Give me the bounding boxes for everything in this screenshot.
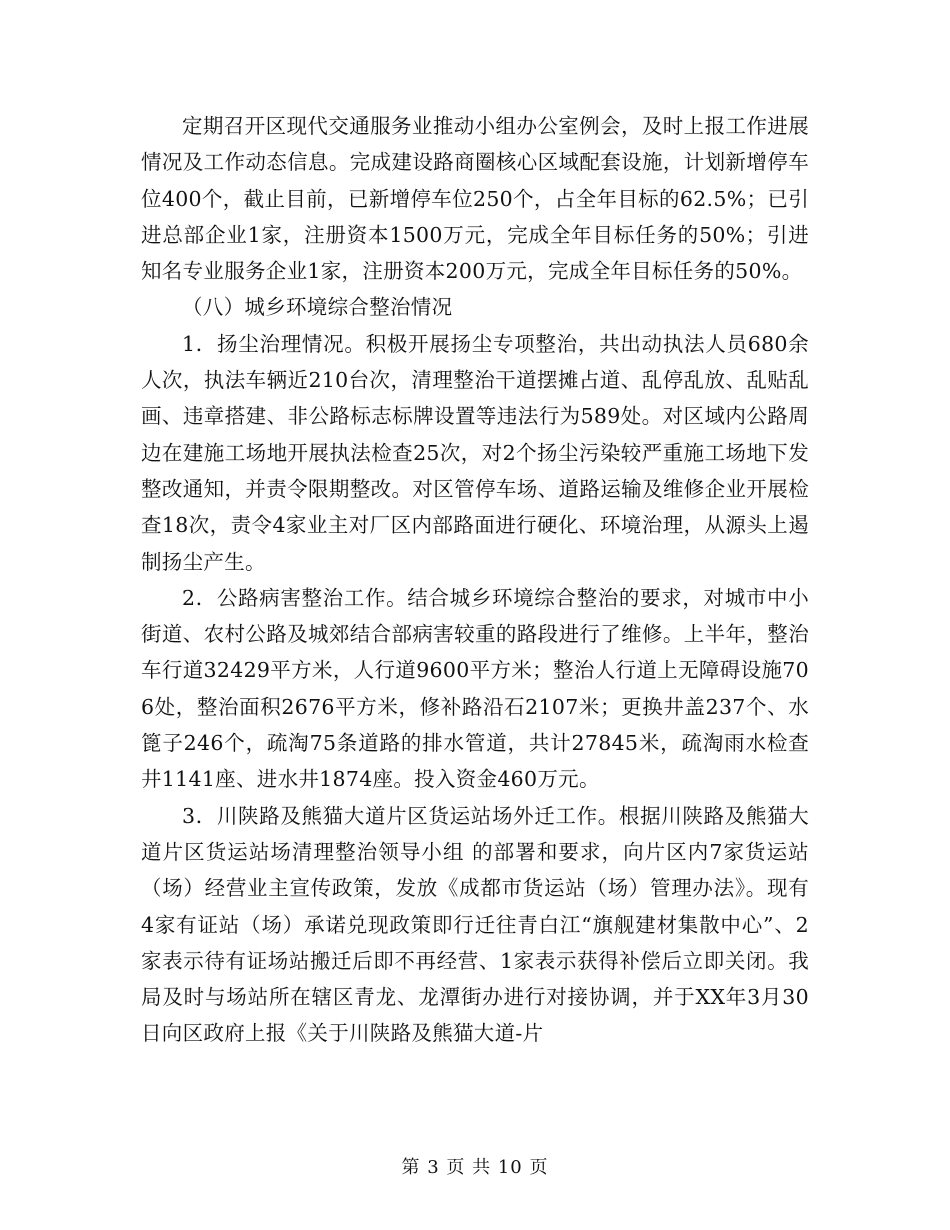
paragraph-road-repair: 2．公路病害整治工作。结合城乡环境综合整治的要求，对城市中小街道、农村公路及城郊结合部病害较重的路段进行了维修。上半年，整治车行道32429平方米，人行道9600平方米；整治人行道上无障碍设施706处，整治面积2676平方米，修补路沿石2107米；更换井盖237个、水篦子246个，疏淘75条道路的排水管道，共计27845米，疏淘雨水检查井1141座、进水井1874座。投入资金460万元。	[141, 585, 809, 792]
paragraph-freight-relocation: 3．川陕路及熊猫大道片区货运站场外迁工作。根据川陕路及熊猫大道片区货运站场清理整治领导小组 的部署和要求，向片区内7家货运站（场）经营业主宣传政策，发放《成都市货运站（场）管理办法》。现有4家有证站（场）承诺兑现政策即行迁往青白江“旗舰建材集散中心”、2家表示待有证场站搬迁后即不再经营、1家表示获得补偿后立即关闭。我局及时与场站所在辖区青龙、龙潭街办进行对接协调，并于XX年3月30日向区政府上报《关于川陕路及熊猫大道-片	[141, 803, 809, 1046]
paragraph-traffic-services: 定期召开区现代交通服务业推动小组办公室例会，及时上报工作进展情况及工作动态信息。完成建设路商圈核心区域配套设施，计划新增停车位400个，截止目前，已新增停车位250个，占全年目标的62.5%；已引进总部企业1家，注册资本1500万元，完成全年目标任务的50%；引进知名专业服务企业1家，注册资本200万元，完成全年目标任务的50%。	[141, 114, 809, 284]
document-body	[141, 108, 809, 1052]
page-number-footer: 第 3 页 共 10 页	[401, 1157, 549, 1178]
section-heading-environment: （八）城乡环境综合整治情况	[182, 295, 453, 320]
paragraph-dust-control: 1．扬尘治理情况。积极开展扬尘专项整治，共出动执法人员680余人次，执法车辆近210台次，清理整治干道摆摊占道、乱停乱放、乱贴乱画、违章搭建、非公路标志标牌设置等违法行为589处。对区域内公路周边在建施工场地开展执法检查25次，对2个扬尘污染较严重施工场地下发整改通知，并责令限期整改。对区管停车场、道路运输及维修企业开展检查18次，责令4家业主对厂区内部路面进行硬化、环境治理，从源头上遏制扬尘产生。	[141, 331, 809, 574]
